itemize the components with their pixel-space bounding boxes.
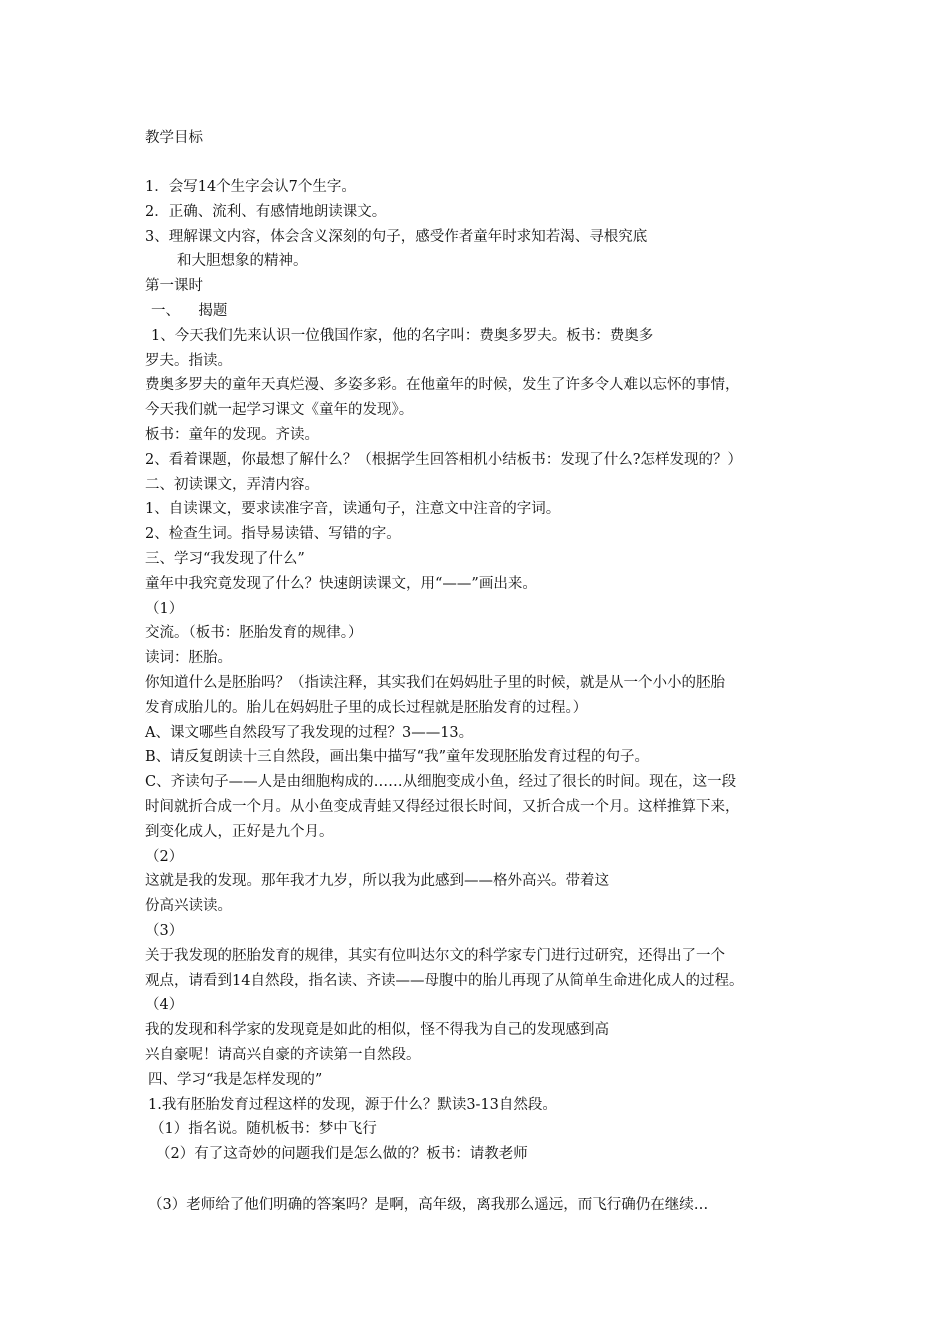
text-line: 我的发现和科学家的发现竟是如此的相似，怪不得我为自己的发现感到高 <box>145 1022 609 1038</box>
text-line: 和大胆想象的精神。 <box>177 253 308 269</box>
text-line: 交流。（板书：胚胎发育的规律。） <box>145 625 363 641</box>
item-number: （3） <box>145 923 184 939</box>
text-line: 关于我发现的胚胎发育的规律，其实有位叫达尔文的科学家专门进行过研究，还得出了一个 <box>145 948 725 964</box>
text-line: 发育成胎儿的。胎儿在妈妈肚子里的成长过程就是胚胎发育的过程。） <box>145 700 588 716</box>
text-line: 2、看着课题，你最想了解什么？（根据学生回答相机小结板书：发现了什么?怎样发现的？） <box>145 452 742 468</box>
text-line: A、课文哪些自然段写了我发现的过程？3——13。 <box>145 725 474 741</box>
text-line: 读词：胚胎。 <box>145 650 232 666</box>
item-number: （1） <box>145 601 184 617</box>
section-heading: 一、 揭题 <box>151 303 228 319</box>
text-line: 兴自豪呢！请高兴自豪的齐读第一自然段。 <box>145 1047 421 1063</box>
text-line: C、齐读句子——人是由细胞构成的……从细胞变成小鱼，经过了很长的时间。现在，这一段 <box>145 774 737 790</box>
text-line: 童年中我究竟发现了什么？快速朗读课文，用“——”画出来。 <box>145 576 537 592</box>
text-line: 1.我有胚胎发育过程这样的发现，源于什么？默读3-13自然段。 <box>148 1097 557 1113</box>
text-line: （1）指名说。随机板书：梦中飞行 <box>150 1121 377 1137</box>
text-line: 观点，请看到14自然段，指名读、齐读——母腹中的胎儿再现了从简单生命进化成人的过程。 <box>145 973 744 989</box>
text-line: （2）有了这奇妙的问题我们是怎么做的？板书：请教老师 <box>156 1146 528 1162</box>
text-line: 2．正确、流利、有感情地朗读课文。 <box>145 204 387 220</box>
text-line: 板书：童年的发现。齐读。 <box>145 427 319 443</box>
text-line: 今天我们就一起学习课文《童年的发现》。 <box>145 402 414 418</box>
text-line: 你知道什么是胚胎吗？（指读注释，其实我们在妈妈肚子里的时候，就是从一个小小的胚胎 <box>145 675 725 691</box>
text-line: 2、检查生词。指导易读错、写错的字。 <box>145 526 401 542</box>
item-number: （4） <box>145 997 184 1013</box>
text-line: 1．会写14个生字会认7个生字。 <box>145 179 356 195</box>
text-line: 时间就折合成一个月。从小鱼变成青蛙又得经过很长时间，又折合成一个月。这样推算下来， <box>145 799 740 815</box>
text-line: 费奥多罗夫的童年天真烂漫、多姿多彩。在他童年的时候，发生了许多令人难以忘怀的事情， <box>145 377 740 393</box>
section-heading: 教学目标 <box>145 130 203 146</box>
section-heading: 三、学习“我发现了什么” <box>145 551 305 567</box>
section-heading: 四、学习“我是怎样发现的” <box>148 1072 323 1088</box>
text-line: 1、今天我们先来认识一位俄国作家，他的名字叫：费奥多罗夫。板书：费奥多 <box>151 328 654 344</box>
text-line: （3）老师给了他们明确的答案吗？是啊，高年级，离我那么遥远，而飞行确仍在继续… <box>148 1197 709 1213</box>
section-heading: 二、初读课文，弄清内容。 <box>145 477 319 493</box>
text-line: B、请反复朗读十三自然段，画出集中描写“我”童年发现胚胎发育过程的句子。 <box>145 749 649 765</box>
text-line: 3、理解课文内容，体会含义深刻的句子，感受作者童年时求知若渴、寻根究底 <box>145 229 648 245</box>
text-line: 到变化成人，正好是九个月。 <box>145 824 334 840</box>
text-line: 1、自读课文，要求读准字音，读通句子，注意文中注音的字词。 <box>145 501 561 517</box>
text-line: 这就是我的发现。那年我才九岁，所以我为此感到——格外高兴。带着这 <box>145 873 609 889</box>
text-line: 份高兴读读。 <box>145 898 232 914</box>
section-heading: 第一课时 <box>145 278 203 294</box>
text-line: 罗夫。指读。 <box>145 353 232 369</box>
item-number: （2） <box>145 849 184 865</box>
